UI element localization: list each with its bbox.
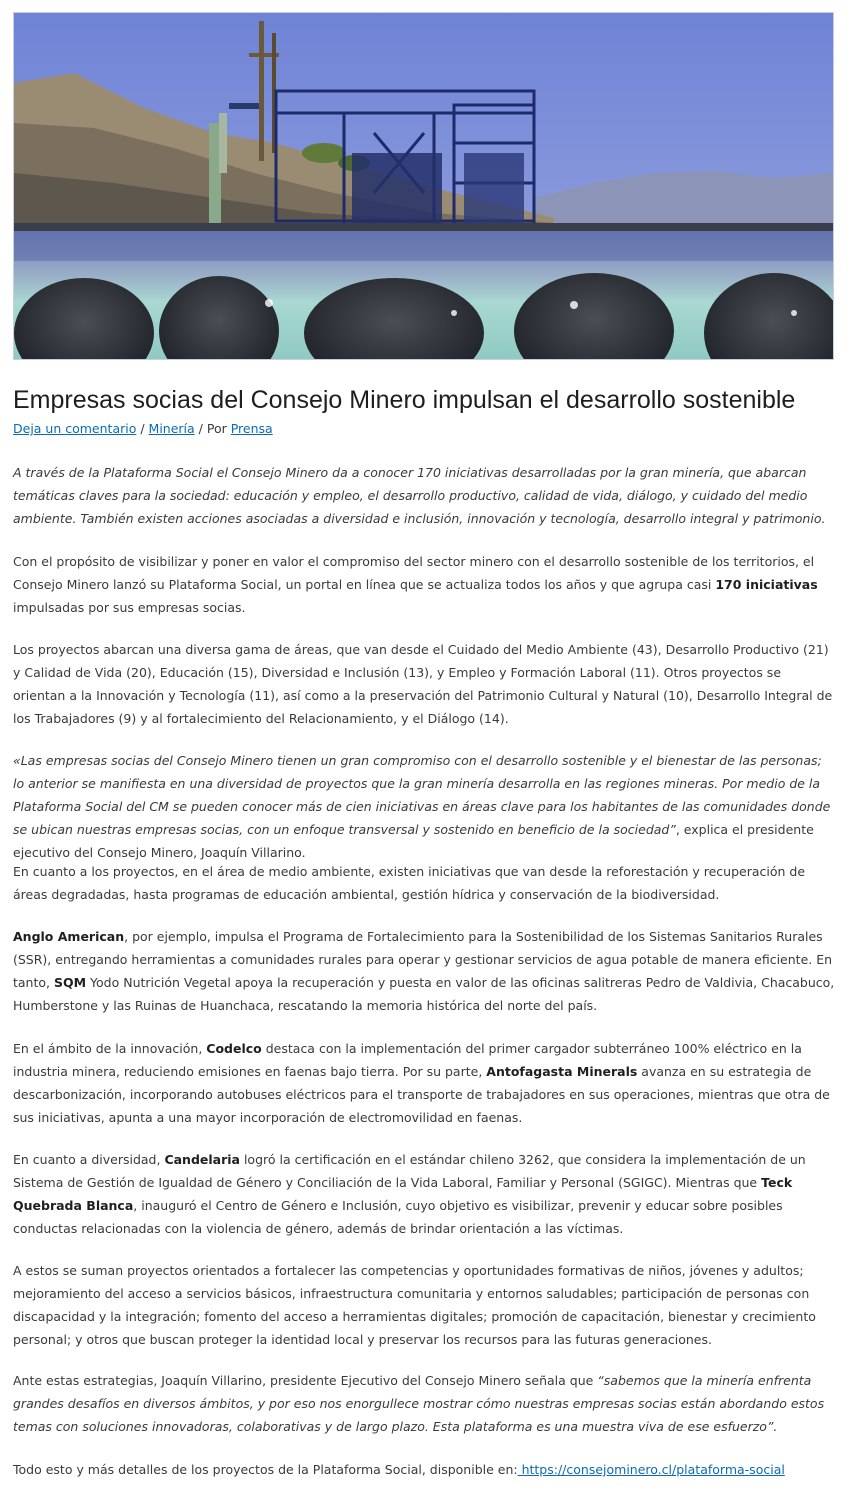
paragraph-6: Anglo American, por ejemplo, impulsa el Programa de Fortalecimiento para la Sostenibilidad de los Sistemas Sanitarios Rurales (SSR), entregando herramientas a comunidades rurales para operar y gestionar servicios de agua potable de manera eficiente. En tanto, SQM Yodo Nutrición Vegetal apoya la recuperación y puesta en valor de las oficinas salitreras Pedro de Valdivia, Chacabuco, Humberstone y las Ruinas de Huanchaca, rescatando la memoria histórica del norte del país. (13, 929, 835, 1013)
company-codelco: Codelco (206, 1041, 262, 1056)
highlight-170: 170 iniciativas (715, 577, 818, 592)
article-title: Empresas socias del Consejo Minero impulsan el desarrollo sostenible (13, 386, 796, 414)
meta-separator: / (136, 421, 149, 436)
lead-paragraph: A través de la Plataforma Social el Consejo Minero da a conocer 170 iniciativas desarrolladas por la gran minería, que abarcan temáticas claves para la sociedad: educación y empleo, el desarrollo productivo, calidad de vida, diálogo, y cuidado del medio ambiente. También existen acciones asociadas a diversidad e inclusión, innovación y tecnología, desarrollo integral y patrimonio. (13, 465, 826, 526)
meta-separator-by: / Por (194, 421, 231, 436)
company-anglo-american: Anglo American (13, 929, 125, 944)
comment-link[interactable]: Deja un comentario (13, 421, 137, 436)
quote-text: «Las empresas socias del Consejo Minero tienen un gran compromiso con el desarrollo sostenible y el bienestar de las personas; lo anterior se manifiesta en una diversidad de proyectos que la gran minería desarrolla en las regiones mineras. Por medio de la Plataforma Social del CM se pueden conocer más de cien iniciativas en áreas clave para los habitantes de las comunidades donde se ubican nuestras empresas socias, con un enfoque transversal y sostenido en beneficio de la sociedad” (13, 753, 831, 837)
paragraph-3: Los proyectos abarcan una diversa gama de áreas, que van desde el Cuidado del Medio Ambiente (43), Desarrollo Productivo (21) y Calidad de Vida (20), Educación (15), Diversidad e Inclusión (13), y Empleo y Formación Laboral (11). Otros proyectos se orientan a la Innovación y Tecnología (11), así como a la preservación del Patrimonio Cultural y Natural (10), Desarrollo Integral de los Trabajadores (9) y al fortalecimiento del Relacionamiento, y el Diálogo (14). (13, 642, 833, 726)
company-teck: Teck Quebrada Blanca (13, 1175, 793, 1213)
paragraph-quote: «Las empresas socias del Consejo Minero tienen un gran compromiso con el desarrollo sostenible y el bienestar de las personas; lo anterior se manifiesta en una diversidad de proyectos que la gran minería desarrolla en las regiones mineras. Por medio de la Plataforma Social del CM se pueden conocer más de cien iniciativas en áreas clave para los habitantes de las comunidades donde se ubican nuestras empresas socias, con un enfoque transversal y sostenido en beneficio de la sociedad”, explica el presidente ejecutivo del Consejo Minero, Joaquín Villarino. (13, 753, 831, 860)
paragraph-8: En cuanto a diversidad, Candelaria logró la certificación en el estándar chileno 3262, que considera la implementación de un Sistema de Gestión de Igualdad de Género y Conciliación de la Vida Laboral, Familiar y Personal (SGIGC). Mientras que Teck Quebrada Blanca, inauguró el Centro de Género e Inclusión, cuyo objetivo es visibilizar, prevenir y educar sobre posibles conductas relacionadas con la violencia de género, además de brindar orientación a las víctimas. (13, 1152, 806, 1236)
category-link[interactable]: Minería (148, 421, 195, 436)
mining-plant-photo-icon (14, 13, 834, 360)
hero-image (13, 12, 834, 360)
company-sqm: SQM (53, 975, 87, 990)
paragraph-9: A estos se suman proyectos orientados a fortalecer las competencias y oportunidades formativas de niños, jóvenes y adultos; mejoramiento del acceso a servicios básicos, infraestructura comunitaria y entornos saludables; participación de personas con discapacidad y la integración; fomento del acceso a herramientas digitales; promoción de capacitación, bienestar y crecimiento personal; y otros que buscan proteger la identidad local y preservar los recursos para las futuras generaciones. (13, 1263, 816, 1347)
paragraph-2: Con el propósito de visibilizar y poner en valor el compromiso del sector minero con el desarrollo sostenible de los territorios, el Consejo Minero lanzó su Plataforma Social, un portal en línea que se actualiza todos los años y que agrupa casi 170 iniciativas impulsadas por sus empresas socias. (13, 554, 818, 615)
paragraph-10: Ante estas estrategias, Joaquín Villarino, presidente Ejecutivo del Consejo Minero señala que “sabemos que la minería enfrenta grandes desafíos en diversos ámbitos, y por eso nos enorgullece mostrar cómo nuestras empresas socias están abordando estos temas con soluciones innovadoras, colaborativas y de largo plazo. Esta plataforma es una muestra viva de ese esfuerzo”. (13, 1373, 825, 1434)
plataforma-social-link[interactable]: https://consejominero.cl/plataforma-social (517, 1462, 785, 1477)
paragraph-7: En el ámbito de la innovación, Codelco destaca con la implementación del primer cargador subterráneo 100% eléctrico en la industria minera, reduciendo emisiones en faenas bajo tierra. Por su parte, Antofagasta Minerals avanza en su estrategia de descarbonización, incorporando autobuses eléctricos para el transporte de trabajadores en sus operaciones, mientras que otra de sus iniciativas, apunta a una mayor incorporación de electromovilidad en faenas. (13, 1041, 830, 1125)
paragraph-5: En cuanto a los proyectos, en el área de medio ambiente, existen iniciativas que van desde la reforestación y recuperación de áreas degradadas, hasta programas de educación ambiental, gestión hídrica y conservación de la biodiversidad. (13, 864, 806, 902)
company-candelaria: Candelaria (164, 1152, 240, 1167)
company-antofagasta: Antofagasta Minerals (486, 1064, 638, 1079)
paragraph-11: Todo esto y más detalles de los proyectos de la Plataforma Social, disponible en: https://consejominero.cl/plataforma-social (13, 1462, 785, 1477)
quote-villarino: “sabemos que la minería enfrenta grandes desafíos en diversos ámbitos, y por eso nos enorgullece mostrar cómo nuestras empresas socias están abordando estos temas con soluciones innovadoras, colaborativas y de largo plazo. Esta plataforma es una muestra viva de ese esfuerzo”. (13, 1373, 825, 1434)
article-meta (13, 420, 273, 438)
author-link[interactable]: Prensa (230, 421, 273, 436)
